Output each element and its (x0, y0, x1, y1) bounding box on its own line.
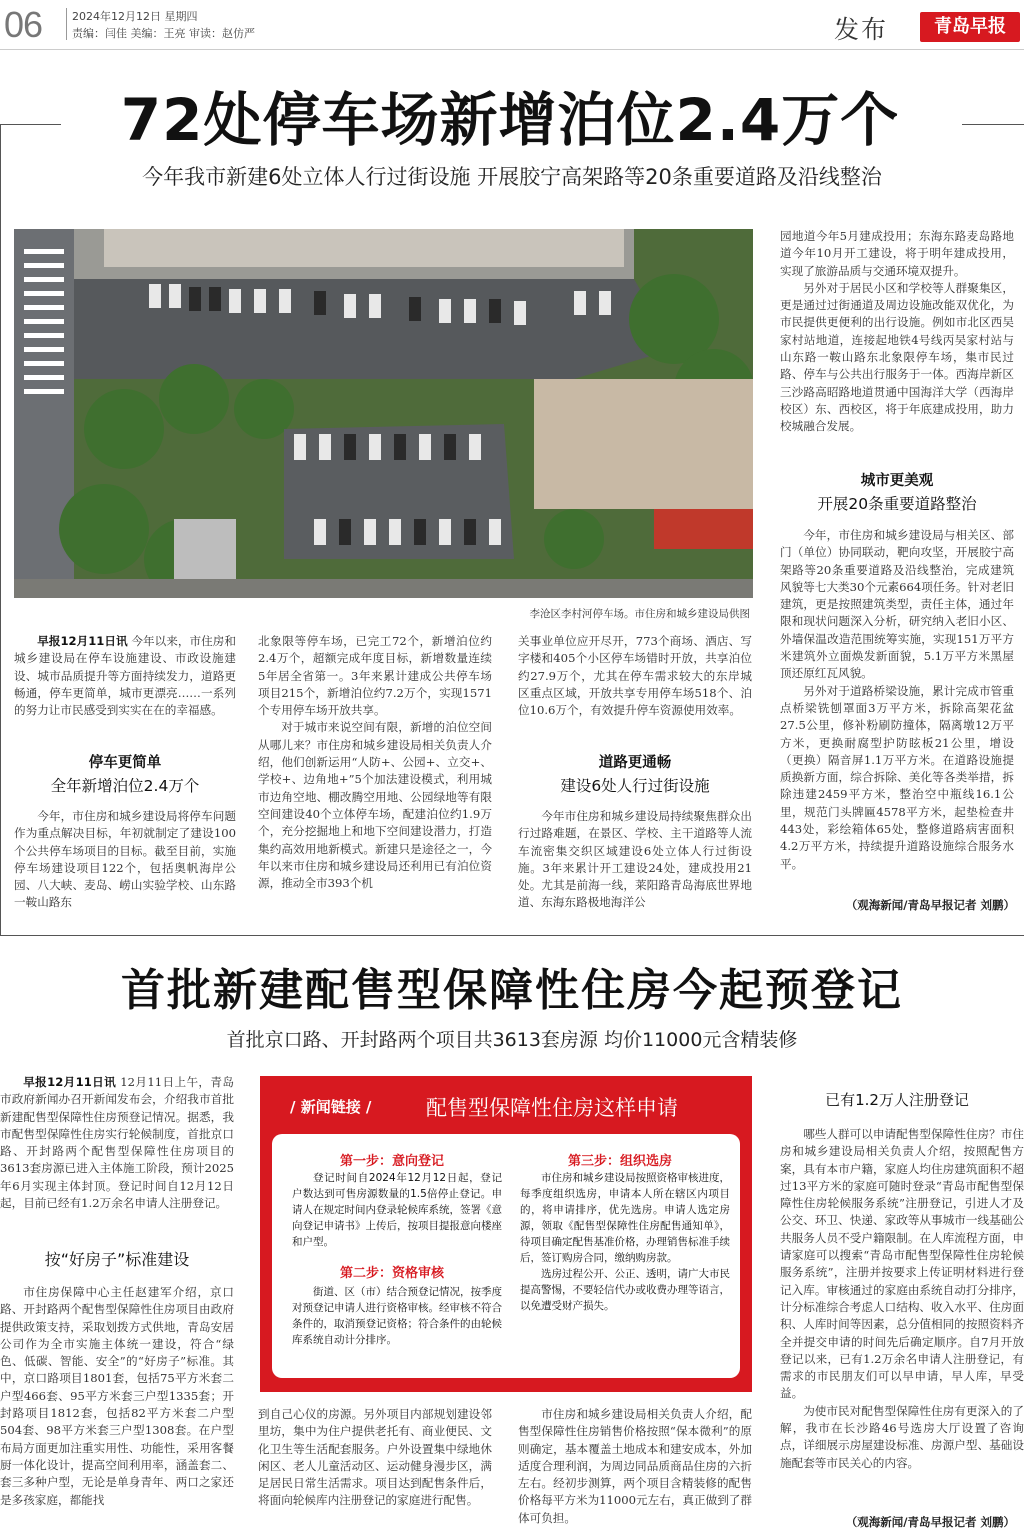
article1-deck: 今年我市新建6处立体人行过街设施 开展胶宁高架路等20条重要道路及沿线整治 (142, 165, 882, 189)
article1-byline: （观海新闻/青岛早报记者 刘鹏） (845, 898, 1015, 912)
subhead-roads-title: 道路更通畅 (598, 755, 672, 771)
step1-title: 第一步：意向登记 (339, 1154, 444, 1169)
subhead-good-house (0, 1248, 234, 1272)
subhead-parking-title: 停车更简单 (88, 755, 162, 771)
subhead-good-house-title: 按“好房子”标准建设 (44, 1250, 190, 1269)
article2-left-body (0, 1284, 234, 1530)
article1-col3-top (518, 633, 752, 743)
col4-paragraph-3: 今年，市住房和城乡建设局与相关区、部门（单位）协同联动，靶向攻坚，开展胶宁高架路等20条重要道路及沿线整治，完成建筑风貌等七大类30个元素664项任务。针对老旧建筑，更是按照建筑类型，责任主体，通过年限和现状问题深入分析，研究纳入老旧小区、外墙保温改造范围统筹实施，实现151万平方米建筑外立面焕发新面貌，5.1万平方米黑屋顶还原红瓦风貌。 (780, 528, 1014, 681)
article2-dateline: 早报12月11日讯 (23, 1075, 117, 1089)
step2-title: 第二步：资格审核 (339, 1266, 444, 1281)
news-link-box (260, 1076, 752, 1392)
subhead-roads (518, 752, 752, 798)
photo-caption: 李沧区李村河停车场。市住房和城乡建设局供图 (529, 608, 750, 620)
step3-text-1: 市住房和城乡建设局按照资格审核进度，每季度组织选房，申请本人所在辖区内项目的，将申请排序，优先选房。申请人选定房源，领取《配售型保障性住房配售通知单》，待项目确定配售基准价格，办理销售标准手续后，签订购房合同，缴纳购房款。 (520, 1172, 730, 1264)
step2-body (292, 1284, 502, 1348)
page-number: 06 (4, 4, 43, 45)
subhead-city (780, 470, 1014, 516)
editors-line: 责编：闫佳 美编：王亮 审读：赵仿严 (72, 27, 255, 40)
subhead-city-title: 城市更美观 (860, 473, 934, 489)
col3-paragraph-1: 关事业单位应开尽开，773个商场、酒店、写字楼和405个小区停车场错时开放，共享泊位约27.9万个，尤其在停车需求较大的东岸城区重点区域，开放共享专用停车场518个、泊位10.6万个，有效提升停车资源使用效率。 (518, 634, 752, 718)
section-label: 发布 (834, 15, 889, 44)
step3-text-2: 选房过程公开、公正、透明，请广大市民提高警惕，不要轻信代办或收费办理等语言，以免遭受财产损失。 (520, 1268, 730, 1312)
col3-paragraph-2: 今年市住房和城乡建设局持续聚焦群众出行过路难题，在景区、学校、主干道路等人流车流密集交织区域建设6处立体人行过街设施。3年来累计开工建设24处，建成投用21处。尤其是前海一线，莱阳路青岛海底世界地道、东海东路极地海洋公 (518, 809, 752, 910)
subhead-roads-sub: 建设6处人行过街设施 (560, 777, 710, 795)
subhead-registered (780, 1088, 1014, 1112)
header-rule (0, 49, 1024, 50)
article1-col1-body (14, 808, 236, 916)
subhead-registered-title: 已有1.2万人注册登记 (825, 1091, 969, 1109)
lead-text: 今年以来，市住房和城乡建设局在停车设施建设、市政设施建设、城市品质提升等方面持续发力，道路更畅通，停车更简单，城市更漂亮……一系列的努力让市民感受到实实在在的幸福感。 (14, 634, 236, 718)
issue-date: 2024年12月12日 星期四 (72, 10, 198, 23)
article2-right-mid-body (518, 1406, 752, 1530)
article2-byline: （观海新闻/青岛早报记者 刘鹏） (845, 1515, 1015, 1529)
right-mid-paragraph: 市住房和城乡建设局相关负责人介绍，配售型保障性住房销售价格按照“保本微利”的原则确定，基本覆盖土地成本和建安成本，外加适度合理利润，为周边同品质商品住房的六折左右。经初步测算，两个项目含精装修的配售价格每平方米为11000元左右，真正做到了群体可负担。 (518, 1407, 752, 1525)
step1-body (292, 1170, 502, 1250)
article2-right-body (780, 1126, 1024, 1512)
left-paragraph: 市住房保障中心主任赵建军介绍，京口路、开封路两个配售型保障性住房项目由政府提供政策支持，采取划拨方式供地，青岛安居公司作为全市实施主体统一建设，符合“绿色、低碳、智能、安全”的“好房子”标准。其中，京口路项目1801套，包括75平方米套二户型466套、95平方米套三户型1335套；开封路项目1812套，包括82平方米套二户型504套、98平方米套三户型1308套。在户型布局方面更加注重实用性、功能性，采用客餐厨一体化设计，提高空间利用率，涵盖套二、套三多种户型，无论是单身青年、两口之家还是多孩家庭，都能找 (0, 1285, 234, 1507)
article1-col4-top (780, 228, 1014, 460)
right-paragraph-2: 为使市民对配售型保障性住房有更深入的了解，我市在长沙路46号选房大厅设置了咨询点，详细展示房屋建设标准、房源户型、基础设施配套等市民关心的内容。 (780, 1403, 1024, 1470)
article1-col3-body (518, 808, 752, 916)
subhead-parking-sub: 全年新增泊位2.4万个 (50, 777, 200, 795)
header-divider (66, 8, 67, 40)
col2-paragraph-2: 对于城市来说空间有限，新增的泊位空间从哪儿来？市住房和城乡建设局相关负责人介绍，他们创新运用“人防+、公园+、立交+、学校+、边角地+”5个加法建设模式，利用城市边角空地、棚改腾空用地、公园绿地等有限空间建设40个立体停车场，配建泊位约1.9万个，充分挖掘地上和地下空间建设潜力，打造集约高效用地新模式。新建只是途径之一，今年以来市住房和城乡建设局还利用已有泊位资源，推动全市393个机 (258, 720, 492, 891)
step2-text: 街道、区（市）结合预登记情况，按季度对预登记申请人进行资格审核。经审核不符合条件的，取消预登记资格；符合条件的由轮候库系统自动计分排序。 (292, 1286, 502, 1346)
article2-deck: 首批京口路、开封路两个项目共3613套房源 均价11000元含精装修 (226, 1029, 798, 1051)
col1-paragraph: 今年，市住房和城乡建设局将停车问题作为重点解决目标，年初就制定了建设100个公共停车场项目的目标。截至目前，实施停车场建设项目122个，包括奥帆海岸公园、八大峡、麦岛、崂山实验学校、山东路一鞍山路东 (14, 809, 236, 910)
newspaper-logo: 青岛早报 (920, 12, 1020, 42)
article1-lead (14, 633, 236, 743)
article1-frame-right (962, 124, 1024, 125)
lead-dateline: 早报12月11日讯 (37, 634, 128, 648)
col4-paragraph-2: 另外对于居民小区和学校等人群聚集区，更是通过过街通道及周边设施改能双优化，为市民提供更便利的出行设施。例如市北区西吴家村站地道，连接起地铁4号线丙吴家村站与山东路一鞍山路东北象限停车场，集市民过路、停车与公共出行服务于一体。西海岸新区三沙路高昭路地道贯通中国海洋大学（西海岸校区）东、西校区，将于年底建成投用，助力校城融合发展。 (780, 280, 1014, 434)
step1-text: 登记时间自2024年12月12日起，登记户数达到可售房源数量的1.5倍停止登记。申请人在规定时间内登录轮候库系统，签署《意向登记申请书》上传后，按项目提报意向楼座和户型。 (292, 1172, 502, 1248)
article1-col4-body (780, 527, 1014, 895)
article1-col2-body (258, 633, 492, 916)
article1-headline: 72处停车场新增泊位2.4万个 (120, 86, 900, 154)
news-link-tag: / 新闻链接 / (290, 1098, 372, 1116)
col4-paragraph-1: 园地道今年5月建成投用；东海东路麦岛路地道今年10月开工建设，将于明年建成投用，实现了旅游品质与交通环境双提升。 (780, 229, 1014, 278)
article2-mid-body (258, 1406, 492, 1530)
parking-lot-photo (14, 229, 753, 598)
article-divider (0, 935, 1024, 936)
news-link-title: 配售型保障性住房这样申请 (426, 1096, 678, 1120)
step3-title: 第三步：组织选房 (567, 1154, 672, 1169)
step3-body (520, 1170, 730, 1314)
article2-headline: 首批新建配售型保障性住房今起预登记 (121, 965, 903, 1016)
col4-paragraph-4: 另外对于道路桥梁设施，累计完成市管重点桥梁铣刨罩面3万平方米，拆除高架花盆27.5公里，修补粉刷防撞体，隔离墩12万平方米，更换耐腐型护防眩板21公里，增设（更换）隔音屏1.1万平方米。在道路设施提质换新方面，综合拆除、美化等各类举措，拆除违建2459平方米，整治空中瓶线16.1公里，规范门头牌匾4578平方米，起垫检查井443处，彩绘箱体65处，整修道路病害面积4.2万平方米，持续提升道路设施综合服务水平。 (780, 683, 1014, 871)
article2-lead-text: 12月11日上午，青岛市政府新闻办召开新闻发布会，介绍我市首批新建配售型保障性住房预登记情况。据悉，我市配售型保障性住房实行轮候制度，首批京口路、开封路两个配售型保障性住房项目的3613套房源已进入主体施工阶段，预计2025年6月实现主体封顶。登记时间自12月12日起，目前已经有1.2万余名申请人注册登记。 (0, 1075, 234, 1211)
right-paragraph-1: 哪些人群可以申请配售型保障性住房？市住房和城乡建设局相关负责人介绍，按照配售方案，具有本市户籍，家庭人均住房建筑面积不超过13平方米的家庭可随时登录“青岛市配售型保障性住房轮候服务系统”注册登记，引进人才及公交、环卫、快递、家政等从事城市一线基础公共服务人员不受户籍限制。在人库流程方面，申请家庭可以搜索“青岛市配售型保障性住房轮候服务系统”，注册并按要求上传证明材料进行登记入库。审核通过的家庭由系统自动打分排序，计分标准综合考虑人口结构、收入水平、住房面积、人库时间等因素，总分值相同的按照资料齐全并提交申请的时间先后确定顺序。自7月开放登记以来，已有1.2万余名申请人注册登记，有需求的市民朋友们可以早申请，早人库，早受益。 (780, 1127, 1024, 1401)
news-link-inner (272, 1134, 740, 1378)
subhead-city-sub: 开展20条重要道路整治 (817, 495, 977, 513)
mid-paragraph: 到自己心仪的房源。另外项目内部规划建设邻里坊，集中为住户提供老托有、商业便民、文化卫生等生活配套服务。户外设置集中绿地休闲区、老人儿童活动区、运动健身漫步区，满足居民日常生活需求。项目达到配售条件后，将面向轮候库内注册登记的家庭进行配售。 (258, 1407, 492, 1508)
article2-lead (0, 1074, 234, 1234)
col2-paragraph-1: 北象限等停车场，已完工72个，新增泊位约2.4万个，超额完成年度目标，新增数量连续5年居全省第一。3年来累计建成公共停车场项目215个，新增泊位约7.2万个，实现1571个专用停车场开放共享。 (258, 634, 492, 718)
header-info (72, 8, 255, 42)
subhead-parking (14, 752, 236, 798)
